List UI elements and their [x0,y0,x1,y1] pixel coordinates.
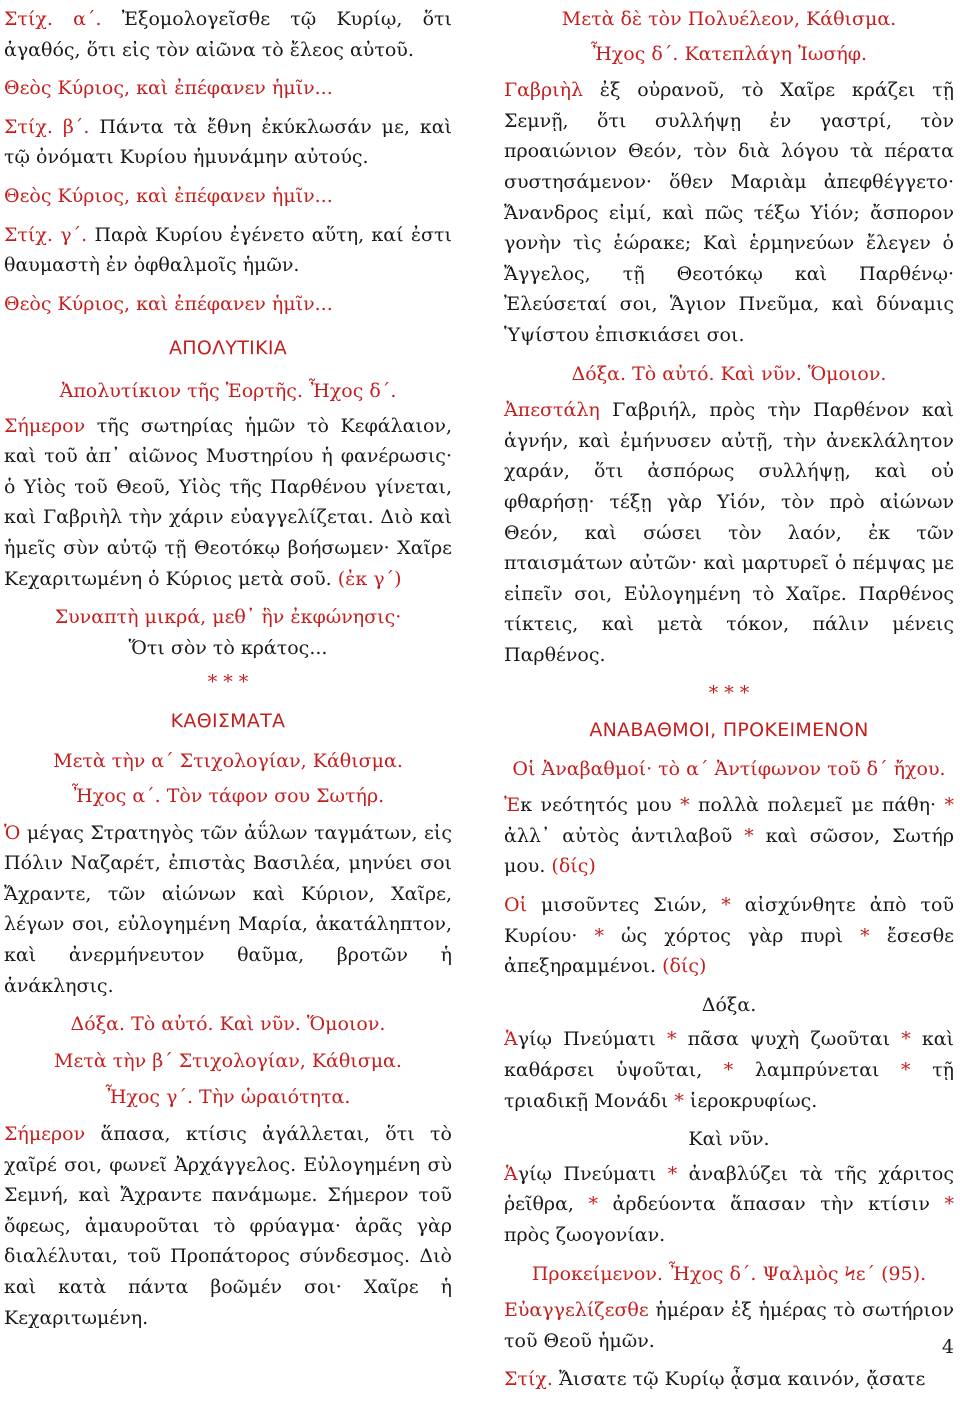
repeat-note: (δίς) [551,855,596,878]
initial-word: Ἀπεστάλη [504,399,600,422]
initial-letter: Ἁ [504,1162,518,1185]
prokeimenon-text [504,1295,954,1356]
hymn-text: ἐξ οὐρανοῦ, τὸ Χαῖρε κράζει τῇ Σεμνῇ, ὅτι συλλήψῃ ἐν γαστρί, τὸν προαιώνιον Θεόν, τὸν διὰ λόγου τὰ πέρατα συστησάμενον· ὅθεν Μαριὰμ ἀπεφθέγγετο· Ἄνανδρος εἰμί, καὶ πῶς τέξω Υἱόν; ἄσπορον γονὴν τὶς ἑώρακε; Καὶ ἑρμηνεύων ἔλεγεν ὁ Ἄγγελος, τῇ Θεοτόκῳ καὶ Παρθένῳ· Ἐλεύσεταί σοι, Ἅγιον Πνεῦμα, καὶ δύναμις Ὑψίστου ἐπισκιάσει σοι. [504,79,954,346]
left-column [4,4,452,1341]
asterisk-mark: * [723,1059,734,1081]
rubric-note: (ἐκ γ΄) [337,567,402,590]
verse-text: πολλὰ πολεμεῖ με πάθη· [689,794,945,817]
polyeleon-hymn [504,75,954,350]
prokeimenon-label: Προκείμενον. Ἦχος δ΄. Ψαλμὸς Ϟε΄ (95). [531,1262,927,1285]
asterisk-mark: * [721,894,731,917]
kathisma-2-label: Μετὰ τὴν β΄ Στιχολογίαν, Κάθισμα. [54,1049,402,1072]
antiphon-verse-1 [504,790,954,882]
hymn-text: τῆς σωτηρίας ἡμῶν τὸ Κεφάλαιον, καὶ τοῦ ἀπ᾽ αἰῶνος Μυστηρίου ἡ φανέρωσις· ὁ Υἱὸς τοῦ Θεοῦ, Υἱὸς τῆς Παρθένου γίνεται, καὶ Γαβριὴλ τὴν χάριν εὐαγγελίζεται. Διὸ καὶ ἡμεῖς σὺν αὐτῷ τῇ Θεοτόκῳ βοήσωμεν· Χαῖρε Κεχαριτωμένη ὁ Κύριος μετὰ σοῦ. [4,414,452,590]
asterisk-mark: * [588,1193,598,1216]
verse-text: καὶ σῶσον, Σωτήρ μου. [504,824,954,878]
asterisk-mark: * [860,924,870,947]
kathisma-1-hymn [4,818,452,1002]
prokeimenon-verse [504,1364,954,1395]
initial-word: Εὐαγγελίζεσθε [504,1299,649,1322]
synapti-rubric: Συναπτὴ μικρά, μεθ᾽ ἣν ἐκφώνησις· [54,606,402,629]
initial-word: Γαβριὴλ [504,79,584,102]
polyeleon-tone: Ἦχος δ΄. Κατεπλάγη Ἰωσήφ. [590,42,868,65]
verse-text: ἡμέραν ἐξ ἡμέρας τὸ σωτήριον τοῦ Θεοῦ ἡμῶν. [504,1299,954,1352]
verse-text: καὶ καθάρσει ὑψοῦται, [504,1028,955,1081]
page-number: 4 [941,1336,954,1358]
asterisk-mark: * [901,1028,911,1051]
verse-text: μισοῦντες Σιών, [527,894,722,917]
antiphon-verse-4 [504,1159,954,1251]
kai-nyn-label: Καὶ νῦν. [688,1128,770,1151]
section-heading-kathismata: ΚΑΘΙΣΜΑΤΑ [170,709,286,732]
section-heading-anavathmoi: ΑΝΑΒΑΘΜΟΙ, ΠΡΟΚΕΙΜΕΝΟΝ [589,719,869,742]
verse-text: κ νεότητός μου [520,794,681,817]
kathisma-1-label: Μετὰ τὴν α΄ Στιχολογίαν, Κάθισμα. [53,750,403,773]
initial-letter: Οἱ [504,894,528,917]
verse-c [4,220,452,281]
apestali-hymn [504,395,954,670]
verse-text: ἀναβλύζει τὰ τῆς χάριτος ῥεῖθρα, [504,1162,954,1216]
refrain: Θεὸς Κύριος, καὶ ἐπέφανεν ἡμῖν... [4,292,333,315]
verse-text: ὡς χόρτος γὰρ πυρὶ [603,924,861,947]
asterisk-mark: * [667,1028,677,1051]
verse-text: ἔσεσθε ἀπεξηραμμένοι. [504,924,954,978]
verse-text: Παρὰ Κυρίου ἐγένετο αὕτη, καί ἐστι θαυμαστὴ ἐν ὀφθαλμοῖς ἡμῶν. [4,223,452,277]
initial-word: Σήμερον [4,414,86,437]
verse-text: γίῳ Πνεύματι [517,1162,668,1185]
verse-text: τῇ τριαδικῇ Μονάδι [504,1059,954,1112]
section-separator: * * * [207,671,249,694]
asterisk-mark: * [901,1059,911,1081]
verse-text: Ἄισατε τῷ Κυρίῳ ᾆσμα καινόν, ᾄσατε [552,1368,926,1391]
section-heading-apolytikia: ΑΠΟΛΥΤΙΚΙΑ [168,337,288,360]
verse-text: Πάντα τὰ ἔθνη ἐκύκλωσάν με, καὶ τῷ ὀνόματι Κυρίου ἠμυνάμην αὐτούς. [4,115,452,169]
kathisma-2-hymn [4,1119,452,1333]
refrain: Θεὸς Κύριος, καὶ ἐπέφανεν ἡμῖν... [4,77,333,100]
hymn-text: μέγας Στρατηγὸς τῶν ἀΰλων ταγμάτων, εἰς Πόλιν Ναζαρέτ, ἐπιστὰς Βασιλέα, μηνύει σοι Ἄχραντε, τῶν αἰώνων καὶ Κύριον, Χαῖρε, λέγων σοι, εὐλογημένη Μαρία, ἀκατάληπτον, καὶ ἀνερμήνευτον θαῦμα, βροτῶν ἡ ἀνάκλησις. [4,821,452,997]
initial-letter: Ἐ [504,794,521,817]
kathisma-1-tone: Ἦχος α΄. Τὸν τάφον σου Σωτήρ. [71,785,385,808]
verse-text: αἰσχύνθητε ἀπὸ τοῦ Κυρίου· [504,894,954,947]
hymn-text: Γαβριήλ, πρὸς τὴν Παρθένον καὶ ἁγνήν, καὶ ἐμήνυσεν αὐτῇ, τὴν ἀνεκλάλητον χαράν, ὅτι ἀσπόρως συλλήψῃ, καὶ οὐ φθαρήσῃ· τέξῃ γὰρ Υἱόν, τὸν πρὸ αἰώνων Θεόν, καὶ σώσει τὸν λαόν, ἐκ τῶν πταισμάτων αὐτῶν· καὶ μαρτυρεῖ ὁ πέμψας με εἰπεῖν σοι, Εὐλογημένη τὸ Χαῖρε. Παρθένος τίκτεις, καὶ μετὰ τόκον, πάλιν μένεις Παρθένος. [504,399,954,666]
doxa-rubric: Δόξα. Τὸ αὐτό. Καὶ νῦν. Ὅμοιον. [70,1013,386,1036]
ekphonesis: Ὅτι σὸν τὸ κράτος... [128,636,328,659]
initial-word: Ὁ [4,821,21,844]
antiphon-verse-2 [504,890,954,982]
asterisk-mark: * [674,1089,684,1112]
asterisk-mark: * [944,794,954,817]
refrain: Θεὸς Κύριος, καὶ ἐπέφανεν ἡμῖν... [4,184,333,207]
asterisk-mark: * [744,824,754,847]
verse-text: Ἐξομολογεῖσθε τῷ Κυρίῳ, ὅτι ἀγαθός, ὅτι εἰς τὸν αἰῶνα τὸ ἔλεος αὐτοῦ. [4,8,452,61]
doxa-rubric: Δόξα. Τὸ αὐτό. Καὶ νῦν. Ὅμοιον. [571,362,887,385]
verse-text: ἱεροκρυφίως. [683,1089,818,1112]
verse-text: πρὸς ζωογονίαν. [504,1223,666,1246]
anavathmoi-label: Οἱ Ἀναβαθμοί· τὸ α΄ Ἀντίφωνον τοῦ δ΄ ἤχου. [512,757,946,780]
initial-letter: Ἁ [504,1028,518,1051]
right-column [504,4,954,1403]
doxa-label: Δόξα. [701,993,757,1016]
asterisk-mark: * [594,924,604,947]
apolytikion-hymn [4,411,452,595]
asterisk-mark: * [944,1193,954,1216]
verse-text: γίῳ Πνεύματι [517,1028,668,1051]
verse-label: Στίχ. [504,1368,553,1391]
verse-text: πᾶσα ψυχὴ ζωοῦται [676,1028,902,1051]
asterisk-mark: * [667,1162,678,1185]
repeat-note: (δίς) [662,955,707,978]
verse-text: λαμπρύνεται [733,1059,902,1081]
polyeleon-label: Μετὰ δὲ τὸν Πολυέλεον, Κάθισμα. [561,8,897,30]
hymn-text: ἅπασα, κτίσις ἀγάλλεται, ὅτι τὸ χαῖρέ σοι, φωνεῖ Ἀρχάγγελος. Εὐλογημένη σὺ Σεμνή, καὶ Ἄχραντε πανάμωμε. Σήμερον τοῦ ὄφεως, ἀμαυροῦται τὸ φρύαγμα· ἀρᾶς γὰρ διαλέλυται, τοῦ Προπάτορος σύνδεσμος. Διὸ καὶ κατὰ πάντα βοῶμέν σοι· Χαῖρε ἡ Κεχαριτωμένη. [4,1123,452,1329]
verse-text: ἀλλ᾽ αὐτὸς ἀντιλαβοῦ [504,824,745,847]
asterisk-mark: * [680,794,690,817]
verse-label: Στίχ. β΄. [4,115,90,138]
verse-a [4,4,452,65]
initial-word: Σήμερον [4,1123,86,1145]
verse-label: Στίχ. γ΄. [4,223,88,246]
verse-text: ἀρδεύοντα ἅπασαν τὴν κτίσιν [597,1193,945,1216]
apolytikion-label: Ἀπολυτίκιον τῆς Ἑορτῆς. Ἦχος δ΄. [59,379,397,402]
section-separator: * * * [708,682,750,705]
verse-b [4,112,452,173]
antiphon-verse-3 [504,1024,954,1116]
verse-label: Στίχ. α΄. [4,8,102,30]
kathisma-2-tone: Ἦχος γ΄. Τὴν ὡραιότητα. [105,1086,351,1109]
